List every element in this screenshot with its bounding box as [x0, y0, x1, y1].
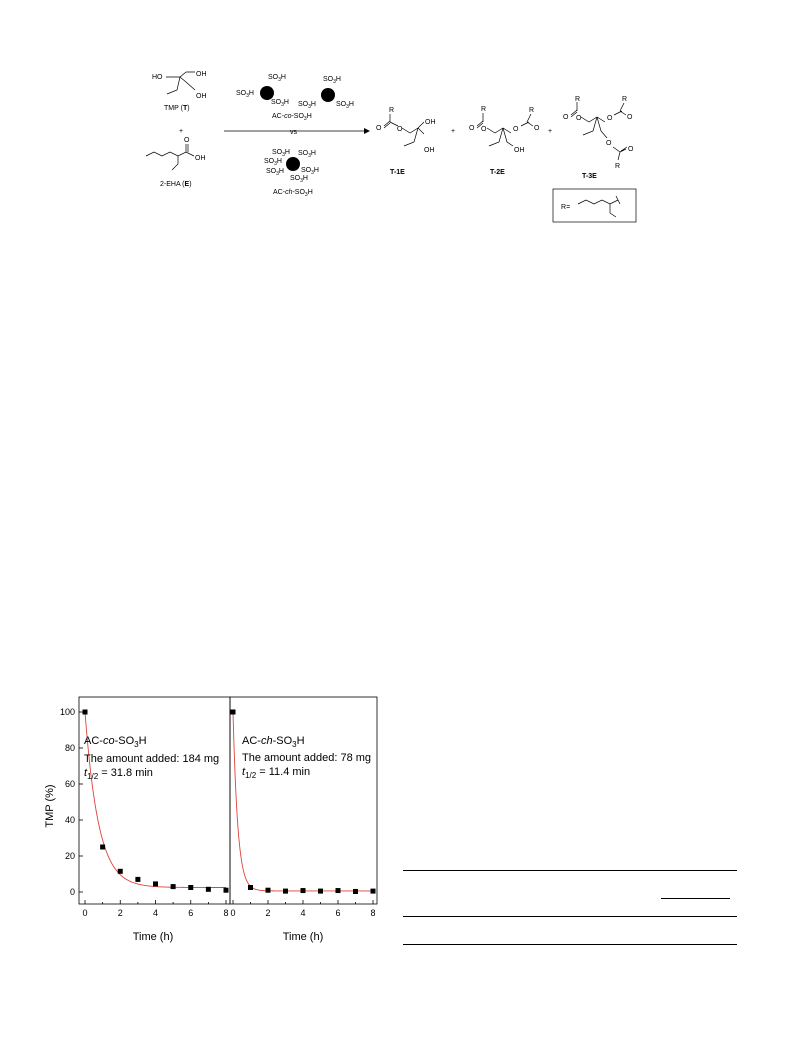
- tmp-label: TMP (T): [164, 105, 190, 112]
- t3e-r-label-3: R: [615, 163, 621, 170]
- table-column-group-rule: [661, 898, 730, 899]
- x-tick-label: 4: [152, 908, 159, 918]
- y-tick-label: 20: [64, 851, 75, 861]
- data-point: [336, 888, 341, 893]
- so3h-label: $SO_3H$: [268, 74, 286, 83]
- panel-2-amount-label: The amount added: 78 mg: [242, 752, 372, 764]
- so3h-label: $SO_3H$: [271, 99, 289, 108]
- x-axis-title-2: Time (h): [282, 931, 324, 943]
- table-top-rule: [403, 870, 737, 871]
- so3h-label: $SO_3H$: [290, 175, 308, 184]
- so3h-label: $SO_3H$: [272, 149, 290, 158]
- tmp-structure: [152, 71, 207, 112]
- plus-sign-1: +: [179, 128, 184, 135]
- panel-2-ticks: [230, 900, 375, 918]
- data-point: [100, 845, 105, 850]
- data-point: [318, 889, 323, 894]
- so3h-label: $SO_3H$: [264, 158, 282, 167]
- catalyst-ch-label: $AC-ch-SO_3H$: [273, 189, 313, 198]
- t3e-r-label-1: R: [575, 96, 581, 103]
- data-point: [371, 889, 376, 894]
- t3e-ester-o-3: O: [606, 140, 612, 147]
- product-t1e-structure: [376, 107, 436, 176]
- product-t3e-label: T-3E: [582, 173, 597, 180]
- table-header-rule: [403, 916, 737, 917]
- reaction-arrow: [224, 128, 370, 134]
- carbon-bead-1: [260, 86, 274, 100]
- r-group-definition-box: [553, 189, 636, 222]
- data-point: [206, 887, 211, 892]
- data-point: [188, 885, 193, 890]
- data-point: [224, 888, 229, 893]
- r-symbol: R=: [561, 204, 571, 211]
- x-tick-label: 8: [370, 908, 376, 918]
- product-t2e-structure: [469, 106, 540, 176]
- so3h-label: $SO_3H$: [298, 101, 316, 110]
- t3e-carbonyl-o-3: O: [628, 146, 634, 153]
- t3e-ester-o-2: O: [607, 115, 613, 122]
- t1e-r-label: R: [389, 107, 395, 114]
- data-point: [118, 869, 123, 874]
- x-tick-label: 6: [188, 908, 194, 918]
- product-t3e-structure: [563, 96, 634, 180]
- x-tick-label: 8: [223, 908, 229, 918]
- tmp-ho-label: HO: [152, 74, 163, 81]
- panel-1-half-life-label: $t_{1/2} = 31.8$ min: [84, 767, 153, 781]
- t2e-ester-o-1: O: [481, 126, 487, 133]
- product-t2e-label: T-2E: [490, 169, 505, 176]
- catalyst-co-label: $AC-co-SO_3H$: [272, 113, 312, 122]
- t2e-carbonyl-o-2: O: [534, 125, 540, 132]
- so3h-label: $SO_3H$: [301, 167, 319, 176]
- y-axis-title: TMP (%): [44, 784, 56, 828]
- table-bottom-rule: [403, 944, 737, 945]
- x-tick-label: 4: [300, 908, 306, 918]
- panel-2-frame: [230, 697, 377, 904]
- plus-sign-3: +: [548, 128, 553, 135]
- t2e-r-label-2: R: [529, 107, 535, 114]
- tmp-oh-label-2: OH: [196, 93, 207, 100]
- panel-2-annotation: [242, 735, 371, 780]
- t1e-oh-1: OH: [425, 119, 436, 126]
- t3e-carbonyl-o-1: O: [563, 114, 569, 121]
- so3h-label: $SO_3H$: [298, 150, 316, 159]
- product-t1e-label: T-1E: [390, 169, 405, 176]
- t1e-ester-o: O: [397, 126, 403, 133]
- t2e-r-label-1: R: [481, 106, 487, 113]
- panel-2-half-life-label: $t_{1/2} = 11.4$ min: [242, 766, 311, 780]
- y-tick-label: 80: [64, 743, 75, 753]
- x-tick-label: 0: [230, 908, 236, 918]
- data-point: [301, 888, 306, 893]
- carbon-bead-2: [321, 88, 335, 102]
- so3h-label: $SO_3H$: [266, 168, 284, 177]
- data-point: [171, 884, 176, 889]
- data-point: [83, 710, 88, 715]
- t3e-r-label-2: R: [622, 96, 628, 103]
- x-axis-title-1: Time (h): [132, 931, 174, 943]
- panel-1-catalyst-label: $AC-co-SO_3H$: [84, 735, 147, 749]
- t2e-ester-o-2: O: [513, 126, 519, 133]
- data-point: [153, 881, 158, 886]
- y-tick-label: 60: [64, 779, 75, 789]
- panel-1-amount-label: The amount added: 184 mg: [84, 753, 220, 765]
- plus-sign-2: +: [451, 128, 456, 135]
- reaction-scheme: [0, 0, 793, 240]
- versus-label: vs: [290, 129, 297, 136]
- data-point: [248, 885, 253, 890]
- y-tick-label: 0: [69, 887, 75, 897]
- t1e-carbonyl-o: O: [376, 125, 382, 132]
- so3h-label: $SO_3H$: [236, 90, 254, 99]
- eha-o-label: O: [184, 137, 190, 144]
- data-point: [231, 710, 236, 715]
- t2e-oh: OH: [514, 147, 525, 154]
- so3h-label: $SO_3H$: [336, 101, 354, 110]
- eha-structure: [146, 137, 206, 188]
- t2e-carbonyl-o-1: O: [469, 125, 475, 132]
- x-tick-label: 0: [82, 908, 88, 918]
- data-point: [283, 889, 288, 894]
- data-point: [135, 877, 140, 882]
- t3e-ester-o-1: O: [576, 115, 582, 122]
- data-point: [266, 888, 271, 893]
- eha-label: 2-EHA (E): [160, 181, 192, 188]
- catalyst-co-structure: [236, 74, 354, 122]
- y-tick-label: 100: [59, 707, 75, 717]
- so3h-label: $SO_3H$: [323, 76, 341, 85]
- x-tick-label: 2: [265, 908, 271, 918]
- t3e-carbonyl-o-2: O: [627, 114, 633, 121]
- catalyst-ch-structure: [264, 149, 319, 198]
- x-tick-label: 2: [117, 908, 123, 918]
- eha-oh-label: OH: [195, 155, 206, 162]
- carbon-bead-3: [286, 157, 300, 171]
- panel-1-frame: [79, 697, 230, 904]
- data-point: [353, 889, 358, 894]
- kinetics-figure: [0, 690, 793, 950]
- panel-1-annotation: [84, 735, 219, 781]
- t1e-oh-2: OH: [424, 147, 435, 154]
- x-tick-label: 6: [335, 908, 341, 918]
- tmp-oh-label-1: OH: [196, 71, 207, 78]
- y-tick-label: 40: [64, 815, 75, 825]
- panel-2-catalyst-label: $AC-ch-SO_3H$: [242, 735, 305, 749]
